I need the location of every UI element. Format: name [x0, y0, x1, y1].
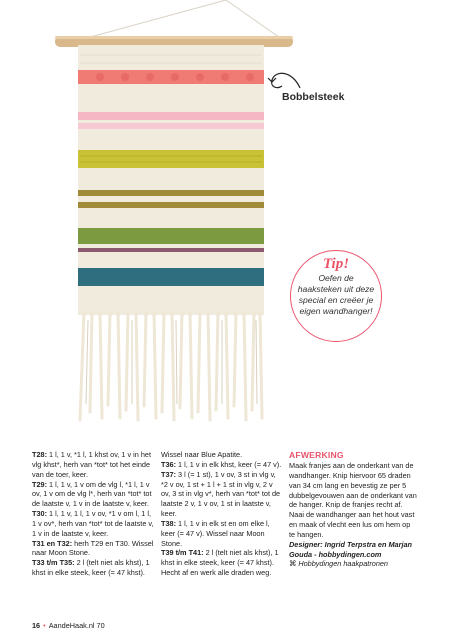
stripe-teal — [78, 268, 264, 286]
tip-badge — [290, 250, 382, 342]
instruction-row: T33 t/m T35: 2 l (telt niet als khst), 1 khst in elke steek, keer (= 47 khst). — [32, 558, 150, 578]
magazine-name: AandeHaak.nl 70 — [48, 621, 105, 630]
annotation-arrow — [272, 73, 300, 88]
instructions-column-2 — [161, 450, 283, 578]
stripe-olive — [78, 190, 264, 196]
instruction-row: T29: 1 l, 1 v, 1 v om de vlg l, *1 l, 1 v ov, 1 v om de vlg l*, herh van *tot* tot de laatste v, 1 v in de laatste v, keer. — [32, 479, 152, 509]
instagram-icon: ⌘ — [289, 559, 299, 569]
tip-text: Oefen de haaksteken uit deze special en creëer je eigen wandhanger! — [297, 273, 375, 316]
instruction-row: Wissel naar Blue Apatite. — [161, 450, 243, 459]
tip-title: Tip! — [322, 256, 350, 272]
instructions-column-1 — [32, 450, 154, 578]
instagram-handle: ⌘ Hobbydingen haakpatronen — [289, 559, 388, 569]
instruction-row: T37: 3 l (= 1 st), 1 v ov, 3 st in vlg v, *2 v ov, 1 st + 1 l + 1 st in vlg v, 2 v ov, 3 st in vlg v*, herh van *tot* tot de laatste 2 v, 1 v ov, 1 st in laatste v, keer. — [161, 469, 281, 519]
instruction-row: T31 en T32: herh T29 en T30. Wissel naar Moon Stone. — [32, 538, 154, 558]
bobbelsteek-label: Bobbelsteek — [282, 91, 345, 103]
stripe-yellow — [78, 150, 264, 168]
afwerking-text: Maak franjes aan de onderkant van de wandhanger. Knip hiervoor 65 draden van 34 cm lang en bevestig ze per 5 dubbelgevouwen aan de onderkant van de hanger. Knip de franjes recht af. Naai de wandhanger aan het hout vast en maak of vlecht een lus om hem op te hangen. — [289, 461, 417, 539]
instruction-row: T30: 1 l, 1 v, 1 l, 1 v ov, *1 v om l, 1 l, 1 v ov*, herh van *tot* tot de laatste v, 1 v in de laatste v, keer. — [32, 509, 154, 538]
page-number: 16 — [32, 621, 41, 630]
afwerking-column — [289, 450, 417, 569]
afwerking-heading: AFWERKING — [289, 450, 344, 460]
fringe — [80, 312, 262, 420]
page-footer — [32, 621, 105, 630]
stripe-pink — [78, 112, 264, 120]
stripe-green — [78, 228, 264, 244]
instruction-row: T38: 1 l, 1 v in elk st en om elke l, keer (= 47 v). Wissel naar Moon Stone. — [161, 518, 270, 548]
stripe-plum — [78, 248, 264, 252]
designer-credit: Designer: Ingrid Terpstra en Marjan Gouda - hobbydingen.com — [289, 539, 412, 559]
instruction-row: T28: 1 l, 1 v, *1 l, 1 khst ov, 1 v in het vlg khst*, herh van *tot* tot het einde van de toer, keer. — [32, 450, 151, 479]
bullet-separator: • — [43, 621, 46, 630]
instruction-row: T39 t/m T41: 2 l (telt niet als khst), 1 khst in elke steek, keer (= 47 khst). Hecht af en werk alle draden weg. — [161, 548, 279, 578]
instruction-row: T36: 1 l, 1 v in elk khst, keer (= 47 v). — [161, 459, 282, 469]
